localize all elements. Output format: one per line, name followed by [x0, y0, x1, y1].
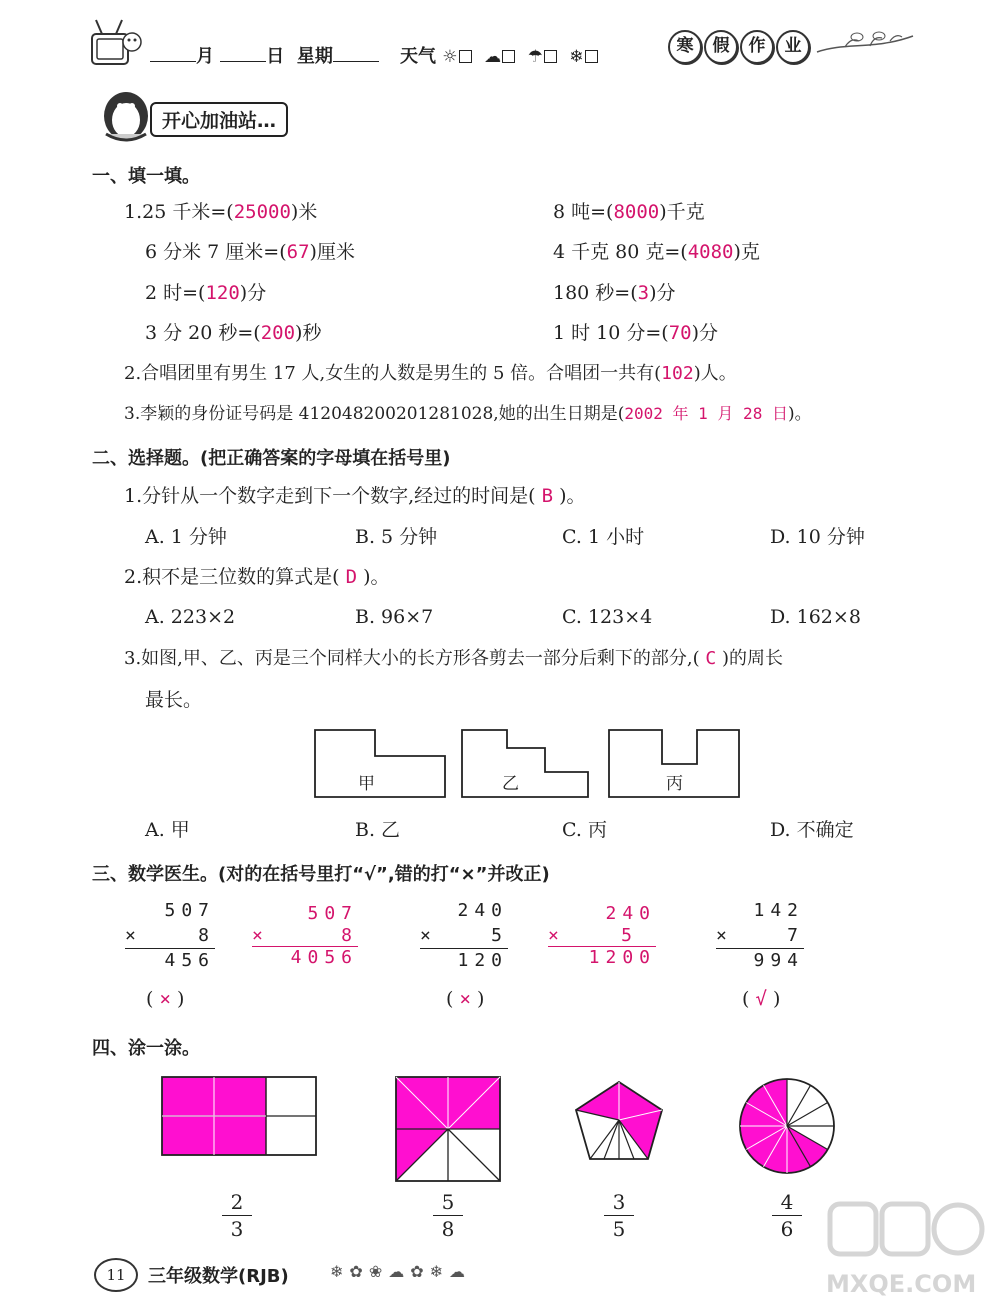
- answer: 70: [668, 322, 692, 344]
- judgement-mark: √: [755, 988, 767, 1010]
- answer: 102: [661, 363, 694, 384]
- banner-char-2: 假: [704, 30, 738, 64]
- correction-1: 507 × 8 4056: [252, 903, 358, 968]
- month-label: 月: [196, 46, 214, 67]
- section1-title: 一、填一填。: [92, 166, 200, 187]
- fraction-figure-1: [160, 1075, 318, 1157]
- fraction-figure-2: [394, 1075, 502, 1183]
- answer: 2002 年 1 月 28 日: [624, 404, 788, 423]
- judgement-2: ( × ): [446, 988, 485, 1010]
- fraction-label-4: 4 6: [772, 1190, 802, 1241]
- multiplication-1: 507 × 8 456: [125, 900, 215, 971]
- answer: 67: [286, 241, 310, 263]
- fraction-figure-4: [737, 1076, 837, 1176]
- weather-label: 天气: [400, 46, 436, 67]
- cloud-icon: ☁: [484, 47, 502, 67]
- question-1-3: 3.李颖的身份证号码是 412048200201281028,她的出生日期是(2002 年 1 月 28 日)。: [124, 404, 812, 424]
- station-title: 开心加油站…: [162, 110, 277, 132]
- option-2-1-d: D. 10 分钟: [770, 526, 865, 548]
- option-2-2-d: D. 162×8: [770, 606, 861, 628]
- weather-checkbox-rain[interactable]: [544, 50, 557, 63]
- conversion-4: 4 千克 80 克=(4080)克: [553, 241, 760, 263]
- option-2-3-b: B. 乙: [355, 819, 401, 841]
- answer: 3: [637, 282, 650, 304]
- option-2-2-b: B. 96×7: [355, 606, 434, 628]
- option-2-2-c: C. 123×4: [562, 606, 653, 628]
- answer: C: [705, 648, 717, 669]
- multiplication-3: 142 × 7 994: [716, 900, 804, 971]
- fraction-label-1: 2 3: [222, 1190, 252, 1241]
- option-2-1-a: A. 1 分钟: [145, 526, 227, 548]
- question-2-3: 3.如图,甲、乙、丙是三个同样大小的长方形各剪去一部分后剩下的部分,( C )的周长: [124, 648, 783, 669]
- watermark-logo-icon: [826, 1196, 986, 1300]
- question-2-3-line2: 最长。: [145, 689, 203, 711]
- date-line: [150, 42, 379, 68]
- answer: 200: [260, 322, 296, 344]
- tv-mascot-icon: [86, 12, 146, 72]
- footer-subject: 三年级数学(RJB): [148, 1266, 289, 1287]
- banner-char-3: 作: [740, 30, 774, 64]
- shape-label-jia: 甲: [358, 774, 375, 794]
- weather-checkbox-cloudy[interactable]: [502, 50, 515, 63]
- fraction-label-3: 3 5: [604, 1190, 634, 1241]
- answer: 25000: [233, 201, 291, 223]
- station-title-box: [150, 102, 288, 137]
- option-2-2-a: A. 223×2: [145, 606, 236, 628]
- banner-title: [668, 30, 812, 64]
- fraction-figure-3: [574, 1080, 664, 1162]
- cut-rectangles-figure: [300, 720, 760, 810]
- answer: B: [541, 485, 554, 507]
- section4-title: 四、涂一涂。: [92, 1038, 200, 1059]
- conversion-7: 3 分 20 秒=(200)秒: [145, 322, 322, 344]
- option-2-3-d: D. 不确定: [770, 819, 854, 841]
- banner-char-4: 业: [776, 30, 810, 64]
- correction-2: 240 × 5 1200: [548, 903, 656, 968]
- option-2-3-a: A. 甲: [145, 819, 190, 841]
- watermark-text: MXQE.COM: [826, 1270, 977, 1298]
- judgement-mark: ×: [459, 988, 471, 1010]
- answer: 4080: [687, 241, 734, 263]
- shape-label-bing: 丙: [666, 774, 683, 794]
- shape-label-yi: 乙: [502, 774, 519, 794]
- option-2-3-c: C. 丙: [562, 819, 607, 841]
- shape-jia: [315, 730, 445, 797]
- question-2-2: 2.积不是三位数的算式是( D )。: [124, 566, 390, 588]
- question-2-1: 1.分针从一个数字走到下一个数字,经过的时间是( B )。: [124, 485, 586, 507]
- sun-icon: ☼: [442, 47, 458, 67]
- section2-title: 二、选择题。(把正确答案的字母填在括号里): [92, 448, 451, 469]
- branch-decoration-icon: [815, 22, 915, 66]
- conversion-2: 8 吨=(8000)千克: [553, 201, 705, 223]
- answer: D: [345, 566, 358, 588]
- conversion-8: 1 时 10 分=(70)分: [553, 322, 719, 344]
- banner-char-1: 寒: [668, 30, 702, 64]
- conversion-5: 2 时=(120)分: [145, 282, 267, 304]
- option-2-1-b: B. 5 分钟: [355, 526, 438, 548]
- penguin-mascot-icon: [96, 80, 156, 148]
- judgement-1: ( × ): [146, 988, 185, 1010]
- option-2-1-c: C. 1 小时: [562, 526, 645, 548]
- judgement-3: ( √ ): [742, 988, 781, 1010]
- multiplication-2: 240 × 5 120: [420, 900, 508, 971]
- weather-line: [400, 42, 598, 68]
- answer: 120: [205, 282, 240, 304]
- conversion-3: 6 分米 7 厘米=(67)厘米: [145, 241, 355, 263]
- judgement-mark: ×: [159, 988, 171, 1010]
- answer: 8000: [613, 201, 660, 223]
- snowflake-decoration-icon: ❄✿❀☁✿❄☁: [330, 1262, 472, 1281]
- weather-checkbox-snow[interactable]: [585, 50, 598, 63]
- page-number: 11: [94, 1258, 138, 1292]
- snow-icon: ❄: [569, 47, 584, 67]
- conversion-6: 180 秒=(3)分: [553, 282, 676, 304]
- weekday-label: 星期: [296, 46, 333, 67]
- shape-yi: [462, 730, 588, 797]
- fraction-label-2: 5 8: [433, 1190, 463, 1241]
- section3-title: 三、数学医生。(对的在括号里打“√”,错的打“×”并改正): [92, 864, 550, 885]
- day-label: 日: [266, 46, 285, 67]
- conversion-1: 1.25 千米=(25000)米: [124, 201, 318, 223]
- rain-icon: ☂: [527, 47, 543, 67]
- question-1-2: 2.合唱团里有男生 17 人,女生的人数是男生的 5 倍。合唱团一共有(102)人。: [124, 363, 737, 384]
- weather-checkbox-sunny[interactable]: [459, 50, 472, 63]
